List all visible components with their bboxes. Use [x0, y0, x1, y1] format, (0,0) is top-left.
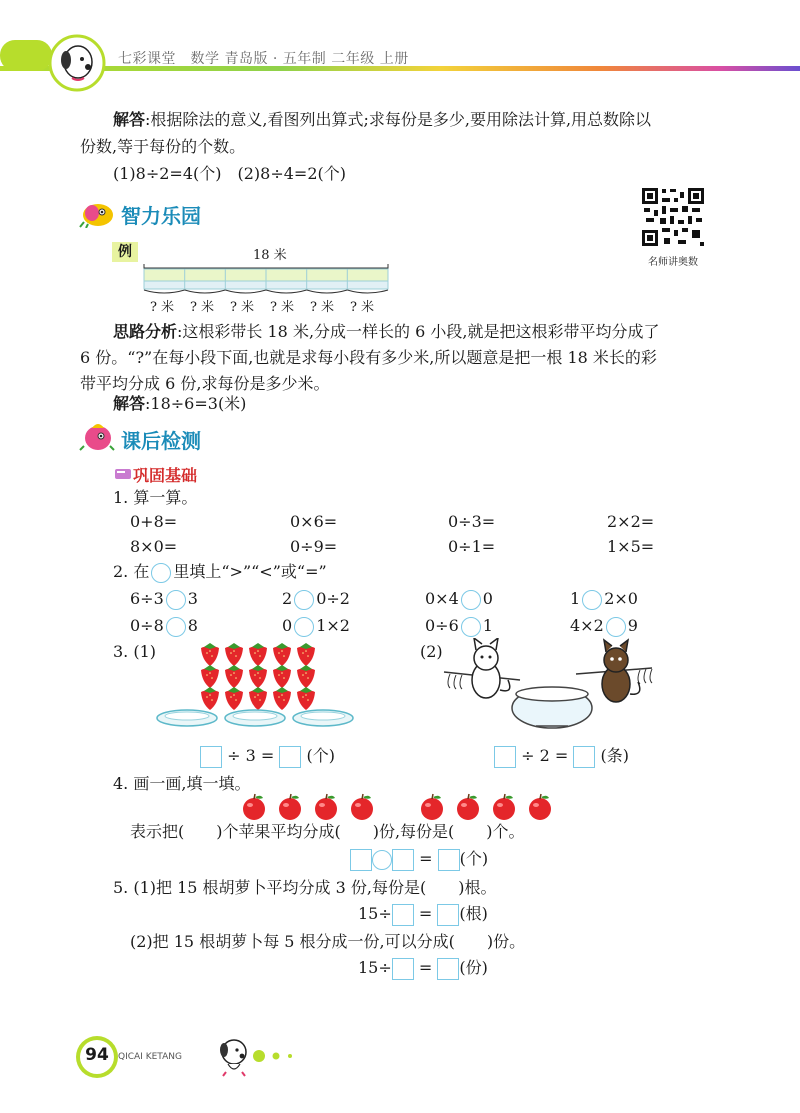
answer-box[interactable]: [279, 746, 301, 768]
qr-code[interactable]: [640, 186, 706, 252]
answer-box[interactable]: [438, 849, 460, 871]
answer-box[interactable]: [350, 849, 372, 871]
answer-box[interactable]: [200, 746, 222, 768]
header-title: 七彩课堂 数学 青岛版 · 五年制 二年级 上册: [118, 51, 409, 67]
q3-label: 3. (1): [113, 642, 157, 661]
footer-dots: [252, 1048, 302, 1067]
compare-input[interactable]: [294, 617, 314, 637]
consolidate-title: 巩固基础: [133, 466, 198, 485]
q2-item: 0×4 0: [425, 589, 493, 608]
eq-unit: (个): [459, 849, 489, 868]
compare-input[interactable]: [606, 617, 626, 637]
eq-sign: =: [418, 958, 433, 977]
segment-label: ? 米: [189, 300, 215, 315]
compare-input[interactable]: [461, 590, 481, 610]
compare-input[interactable]: [582, 590, 602, 610]
answer-box[interactable]: [392, 849, 414, 871]
compare-input[interactable]: [461, 617, 481, 637]
answer-box[interactable]: [573, 746, 595, 768]
q2-item: 0÷6 1: [425, 616, 493, 635]
answer-label: 解答: [113, 110, 146, 129]
analysis-text: :这根彩带长 18 米,分成一样长的 6 小段,就是把这根彩带平均分成了: [177, 322, 660, 341]
check-section-title: 课后检测: [121, 429, 201, 453]
cats-fishing-illustration: [440, 638, 660, 740]
footer-mascot-icon: [212, 1034, 256, 1082]
qr-caption: 名师讲奥数: [648, 257, 698, 268]
q1-item: 0+8=: [130, 512, 178, 531]
q2-item: 4×2 9: [570, 616, 638, 635]
q1-item: 1×5=: [607, 537, 655, 556]
analysis-line-2: 6 份。“?”在每小段下面,也就是求每小段有多少米,所以题意是把一根 18 米长的彩: [80, 348, 657, 367]
answer-text: :根据除法的意义,看图列出算式;求每份是多少,要用除法计算,用总数除以: [145, 110, 652, 129]
analysis-label: 思路分析: [113, 322, 178, 341]
answer-box[interactable]: [392, 958, 414, 980]
analysis-line-3: 带平均分成 6 份,求每份是多少米。: [80, 374, 330, 393]
example-tag: 例: [112, 242, 138, 262]
ribbon-diagram: [140, 262, 392, 300]
intro-answer: [113, 106, 733, 133]
eq-text: ÷ 2 =: [521, 746, 569, 765]
segment-label: ? 米: [309, 300, 335, 315]
eq-unit: (份): [459, 958, 488, 977]
q2-item: 1 2×0: [570, 589, 638, 608]
compare-input[interactable]: [166, 617, 186, 637]
q2-item: 2 0÷2: [282, 589, 350, 608]
q1-item: 8×0=: [130, 537, 178, 556]
q5-equation-2: [358, 954, 488, 981]
compare-input[interactable]: [294, 590, 314, 610]
q1-item: 0÷1=: [448, 537, 496, 556]
answer-label: 解答: [113, 394, 146, 413]
mascot-icon: [48, 34, 106, 96]
operator-input[interactable]: [372, 850, 392, 870]
footer-brand: QICAI KETANG: [118, 1052, 182, 1062]
q2-item: 6÷3 3: [130, 589, 198, 608]
eq-text: ÷ 3 =: [227, 746, 275, 765]
q5-sub2: (2)把 15 根胡萝卜每 5 根分成一份,可以分成( )份。: [130, 932, 526, 951]
q5-equation-1: [358, 900, 488, 927]
q1-item: 2×2=: [607, 512, 655, 531]
segment-label: ? 米: [349, 300, 375, 315]
eq-sign: =: [418, 904, 433, 923]
answer-text: :18÷6=3(米): [145, 394, 247, 413]
q1-item: 0÷3=: [448, 512, 496, 531]
segment-label: ? 米: [149, 300, 175, 315]
q1-item: 0÷9=: [290, 537, 338, 556]
compare-input[interactable]: [166, 590, 186, 610]
q3-equation-1: [200, 742, 335, 769]
eq-text: 15÷: [358, 904, 392, 923]
q2-item: 0 1×2: [282, 616, 350, 635]
eq-text: 15÷: [358, 958, 392, 977]
q2-title-b: 里填上“>”“<”或“=”: [173, 562, 327, 581]
q2-title: [113, 558, 327, 585]
q4-title: 4. 画一画,填一填。: [113, 774, 251, 793]
answer-box[interactable]: [494, 746, 516, 768]
answer-box[interactable]: [437, 904, 459, 926]
q2-item: 0÷8 8: [130, 616, 198, 635]
eq-sign: =: [419, 849, 433, 868]
segment-label: ? 米: [229, 300, 255, 315]
puzzle-section-title: 智力乐园: [121, 204, 201, 228]
answer-box[interactable]: [392, 904, 414, 926]
compare-circle-sample: [151, 563, 171, 583]
q4-equation: [350, 845, 488, 872]
check-section-icon: [78, 420, 116, 456]
puzzle-section-icon: [78, 198, 116, 232]
puzzle-answer: [113, 390, 246, 417]
q2-title-a: 2. 在: [113, 562, 150, 581]
intro-answer-cont: 份数,等于每份的个数。: [80, 137, 246, 156]
q1-item: 0×6=: [290, 512, 338, 531]
q4-text: 表示把( )个苹果平均分成( )份,每份是( )个。: [130, 822, 525, 841]
q3-equation-2: [494, 742, 629, 769]
intro-formula: (1)8÷2=4(个) (2)8÷4=2(个): [113, 164, 347, 183]
answer-box[interactable]: [437, 958, 459, 980]
analysis-line-1: [113, 318, 733, 345]
q5-title: 5. (1)把 15 根胡萝卜平均分成 3 份,每份是( )根。: [113, 878, 497, 897]
eq-unit: (根): [459, 904, 488, 923]
page-number: 94: [85, 1045, 109, 1065]
ribbon-total-label: 18 米: [253, 248, 287, 263]
ribbon-segment-labels: [142, 296, 382, 315]
consolidate-icon: [114, 466, 132, 485]
q3-label-2: (2): [420, 642, 443, 661]
q1-title: 1. 算一算。: [113, 488, 198, 507]
strawberry-illustration: [155, 640, 355, 736]
eq-unit: (条): [600, 746, 629, 765]
eq-unit: (个): [306, 746, 335, 765]
segment-label: ? 米: [269, 300, 295, 315]
